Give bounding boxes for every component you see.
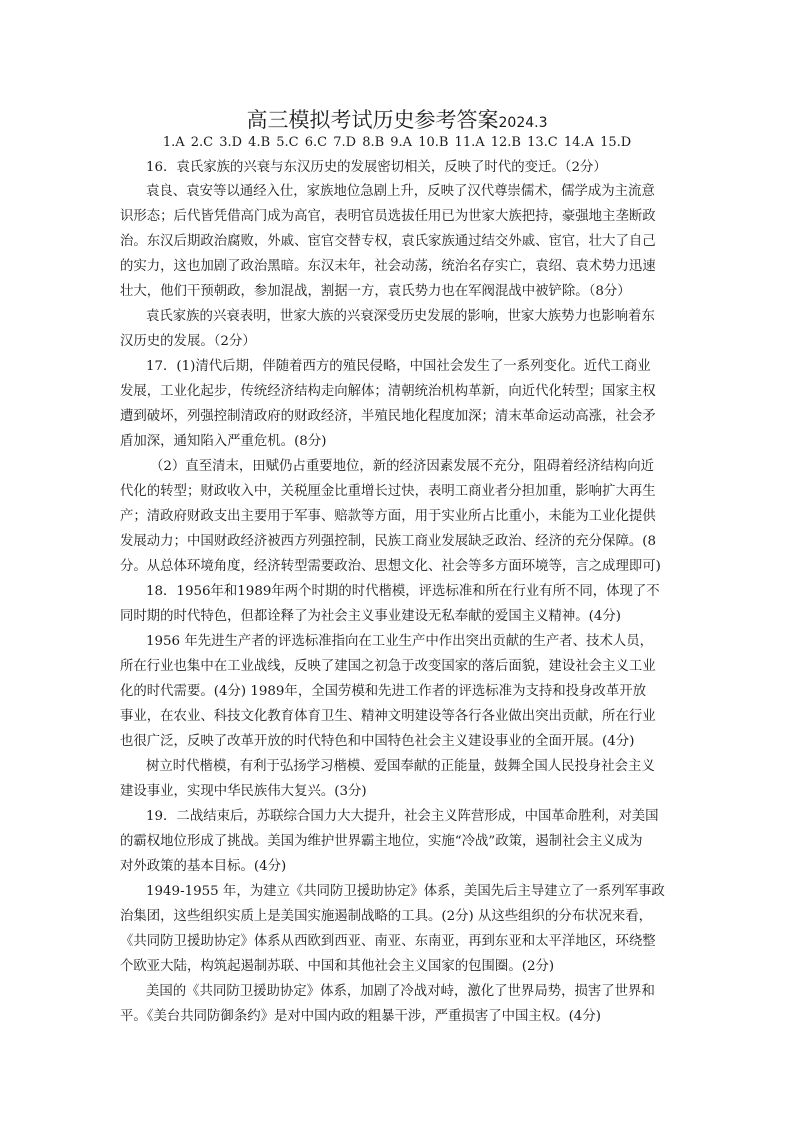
q16-para1-line: 识形态；后代皆凭借高门成为高官，表明官员选拔任用已为世家大族把持，豪强地主垄断政 [120,209,656,224]
q19-intro-line: 对外政策的基本目标。(4分) [120,859,287,874]
q16-para2-line: 袁氏家族的兴衰表明，世家大族的兴衰深受历史发展的影响，世家大族势力也影响着东 [146,309,655,324]
q17-part2-line: 产；清政府财政支出主要用于军事、赔款等方面，用于实业所占比重小，未能为工业化提供 [120,509,656,524]
q19-para1-line: 个欧亚大陆，构筑起遏制苏联、中国和其他社会主义国家的包围圈。(2分) [120,959,555,974]
q17-part1-line: 17．(1)清代后期，伴随着西方的殖民侵略，中国社会发生了一系列变化。近代工商业 [146,359,651,374]
q17-part2-line: 发展动力；中国财政经济被西方列强控制，民族工商业发展缺乏政治、经济的充分保障。(8 [120,534,656,549]
q18-para2-line: 建设事业，实现中华民族伟大复兴。(3分) [120,784,367,799]
q18-intro-line: 同时期的时代特色，但都诠释了为社会主义事业建设无私奉献的爱国主义精神。(4分) [120,609,622,624]
q19-para2-line: 平。《美台共同防御条约》是对中国内政的粗暴干涉，严重损害了中国主权。(4分) [120,1009,601,1024]
page-title [0,104,794,134]
q19-para1-line: 1949-1955 年，为建立《共同防卫援助协定》体系，美国先后主导建立了一系列军事政 [146,884,665,899]
q19-para1-line: 治集团，这些组织实质上是美国实施遏制战略的工具。(2分) 从这些组织的分布状况来看， [120,909,653,924]
q19-intro-line: 的霸权地位形成了挑战。美国为维护世界霸主地位，实施“冷战”政策，遏制社会主义成为 [120,834,643,849]
multiple-choice-answers: 1.A 2.C 3.D 4.B 5.C 6.C 7.D 8.B 9.A 10.B 11.A 12.B 13.C 14.A 15.D [162,135,632,150]
q18-para1-line: 所在行业也集中在工业战线，反映了建国之初急于改变国家的落后面貌，建设社会主义工业 [120,659,656,674]
q19-intro-line: 19．二战结束后，苏联综合国力大大提升，社会主义阵营形成，中国革命胜利，对美国 [146,809,659,824]
title-date: 2024.3 [498,115,548,131]
q18-para1-line: 化的时代需要。(4分) 1989年，全国劳模和先进工作者的评选标准为支持和投身改革开放 [120,684,646,699]
q18-para1-line: 1956 年先进生产者的评选标准指向在工业生产中作出突出贡献的生产者、技术人员， [146,634,654,649]
q16-para1-line: 的实力，这也加剧了政治黑暗。东汉末年，社会动荡，统治名存实亡，袁绍、袁术势力迅速 [120,259,656,274]
q18-para1-line: 也很广泛，反映了改革开放的时代特色和中国特色社会主义建设事业的全面开展。(4分) [120,734,635,749]
q16-para1-line: 袁良、袁安等以通经入仕，家族地位急剧上升，反映了汉代尊崇儒术，儒学成为主流意 [146,184,655,199]
q16-intro: 16．袁氏家族的兴衰与东汉历史的发展密切相关，反映了时代的变迁。（2分） [146,160,607,175]
q18-intro-line: 18．1956年和1989年两个时期的时代楷模，评选标准和所在行业有所不同，体现了不 [146,584,660,599]
q17-part1-line: 盾加深，通知陷入严重危机。(8分) [120,434,327,449]
title-text: 高三模拟考试历史参考答案 [246,108,499,132]
q17-part1-line: 发展，工业化起步，传统经济结构走向解体；清朝统治机构革新，向近代化转型；国家主权 [120,384,656,399]
q18-para2-line: 树立时代楷模，有利于弘扬学习楷模、爱国奉献的正能量，鼓舞全国人民投身社会主义 [146,759,655,774]
q19-para1-line: 《共同防卫援助协定》体系从西欧到西亚、南亚、东南亚，再到东亚和太平洋地区，环绕整 [120,934,656,949]
q16-para1-line: 壮大，他们干预朝政，参加混战，割据一方，袁氏势力也在军阀混战中被铲除。（8分） [120,284,631,299]
q19-para2-line: 美国的《共同防卫援助协定》体系，加剧了冷战对峙，激化了世界局势，损害了世界和 [146,984,655,999]
q18-para1-line: 事业，在农业、科技文化教育体育卫生、精神文明建设等各行各业做出突出贡献，所在行业 [120,709,656,724]
q17-part2-line: 分。从总体环境角度，经济转型需要政治、思想文化、社会等多方面环境等，言之成理即可) [120,559,661,574]
q16-para1-line: 治。东汉后期政治腐败，外戚、宦官交替专权，袁氏家族通过结交外戚、宦官，壮大了自己 [120,234,656,249]
q17-part2-line: （2）直至清末，田赋仍占重要地位，新的经济因素发展不充分，阻碍着经济结构向近 [150,459,654,474]
q17-part1-line: 遭到破坏，列强控制清政府的财政经济，半殖民地化程度加深；清末革命运动高涨，社会矛 [120,409,656,424]
q17-part2-line: 代化的转型；财政收入中，关税厘金比重增长过快，表明工商业者分担加重，影响扩大再生 [120,484,656,499]
q16-para2-line: 汉历史的发展。（2分） [120,334,256,349]
